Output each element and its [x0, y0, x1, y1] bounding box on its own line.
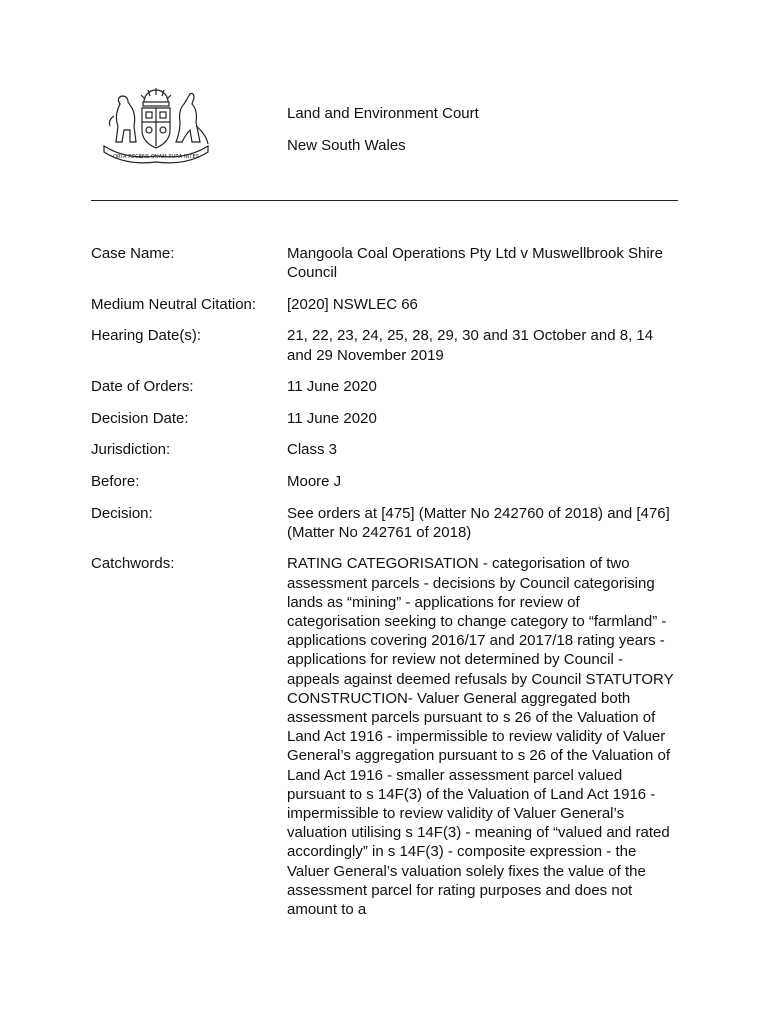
- case-metadata-table: [91, 244, 691, 932]
- catchwords-row: [91, 554, 691, 919]
- catchwords-label: Catchwords:: [91, 555, 175, 573]
- decision-date-value: 11 June 2020: [287, 409, 377, 427]
- date-of-orders-row: [91, 377, 691, 396]
- hearing-dates-value: 21, 22, 23, 24, 25, 28, 29, 30 and 31 October and 8, 14 and 29 November 2019: [287, 327, 654, 364]
- header-divider: [91, 200, 678, 201]
- catchwords-value: RATING CATEGORISATION - categorisation of two assessment parcels - decisions by Council categorising lands as “mining” - applications for review of categorisation seeking to change category to “farmland” - applications covering 2016/17 and 2017/18 rating years - applications for review not determined by Council - appeals against deemed refusals by Council STATUTORY CONSTRUCTION- Valuer General aggregated both assessment parcels pursuant to s 26 of the Valuation of Land Act 1916 - impermissible to review validity of Valuer General’s aggregation pursuant to s 26 of the Valuation of Land Act 1916 - smaller assessment parcel valued pursuant to s 14F(3) of the Valuation of Land Act 1916 - impermissible to review validity of Valuer General’s valuation utilising s 14F(3) - meaning of “valued and rated accordingly” in s 14F(3) - composite expression - the Valuer General’s valuation solely fixes the value of the assessment parcel for rating purposes and does not amount to a: [287, 555, 674, 919]
- decision-row: [91, 504, 691, 542]
- decision-value: See orders at [475] (Matter No 242760 of 2018) and [476] (Matter No 242761 of 2018): [287, 504, 670, 541]
- case-name-value: Mangoola Coal Operations Pty Ltd v Muswellbrook Shire Council: [287, 245, 664, 282]
- citation-value: [2020] NSWLEC 66: [287, 295, 418, 313]
- court-name: Land and Environment Court: [287, 105, 479, 122]
- court-state: New South Wales: [287, 137, 406, 154]
- decision-label: Decision:: [91, 504, 153, 522]
- jurisdiction-value: Class 3: [287, 441, 338, 459]
- jurisdiction-row: [91, 440, 691, 459]
- hearing-dates-label: Hearing Date(s):: [91, 327, 202, 345]
- case-name-row: [91, 244, 691, 282]
- hearing-dates-row: [91, 326, 691, 364]
- before-value: Moore J: [287, 472, 342, 490]
- citation-row: [91, 295, 691, 314]
- jurisdiction-label: Jurisdiction:: [91, 441, 171, 459]
- court-heading: [287, 104, 479, 168]
- date-of-orders-value: 11 June 2020: [287, 378, 377, 396]
- before-row: [91, 472, 691, 491]
- case-name-label: Case Name:: [91, 245, 175, 262]
- citation-label: Medium Neutral Citation:: [91, 295, 257, 313]
- decision-date-label: Decision Date:: [91, 409, 189, 427]
- decision-date-row: [91, 409, 691, 428]
- nsw-coat-of-arms-logo: [96, 86, 216, 164]
- before-label: Before:: [91, 472, 140, 490]
- crest-motto: ORTA RECENS QUAM PURA NITES: [112, 154, 200, 160]
- date-of-orders-label: Date of Orders:: [91, 378, 194, 396]
